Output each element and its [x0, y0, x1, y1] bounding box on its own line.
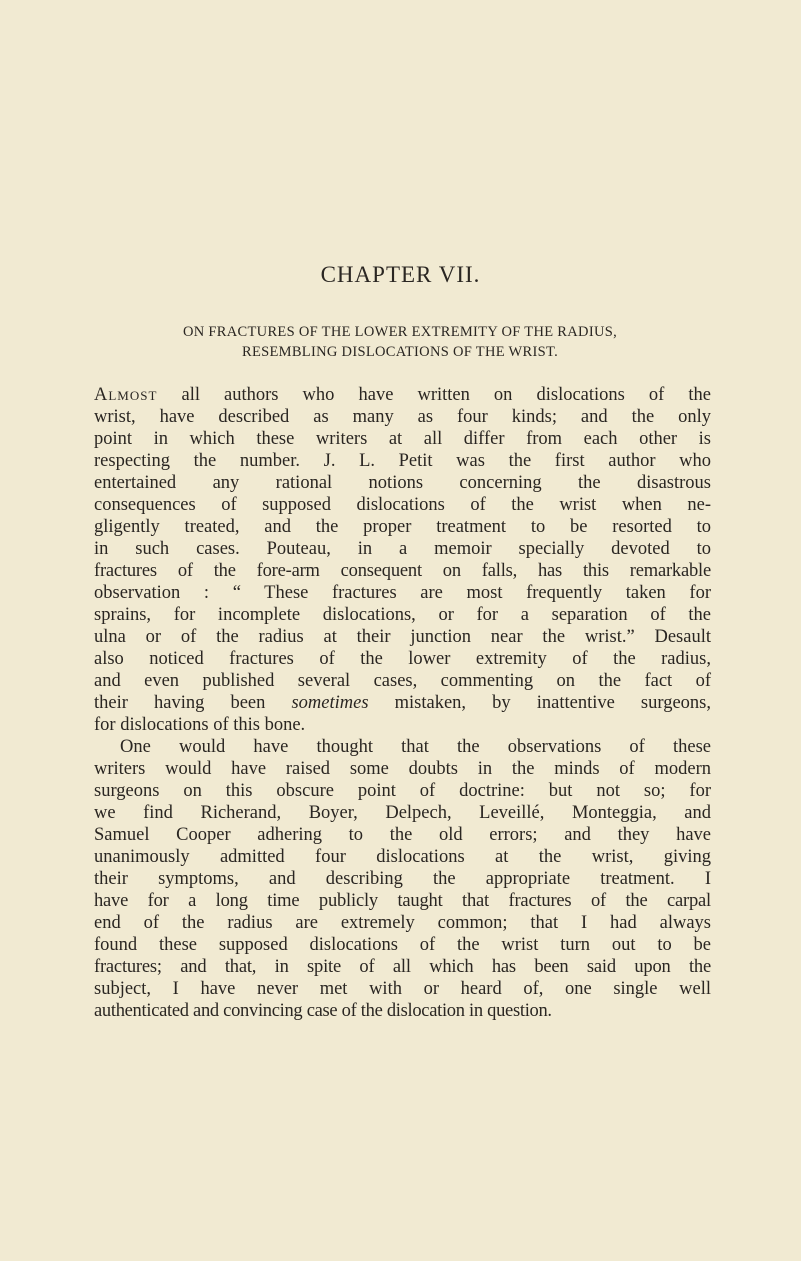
text-line: point in which these writers at all differ from each other is: [94, 429, 711, 449]
text-line: surgeons on this obscure point of doctrine: but not so; for: [94, 781, 711, 801]
text-line: also noticed fractures of the lower extremity of the radius,: [94, 649, 711, 669]
text-line: in such cases. Pouteau, in a memoir specially devoted to: [94, 539, 711, 559]
text-line: observation : “ These fractures are most frequently taken for: [94, 583, 711, 603]
subtitle-line-2: RESEMBLING DISLOCATIONS OF THE WRIST.: [241, 344, 559, 360]
text-line: Almost all authors who have written on dislocations of the: [94, 385, 711, 405]
text-line: their having been sometimes mistaken, by inattentive surgeons,: [94, 693, 711, 713]
text-line: subject, I have never met with or heard of, one single well: [94, 979, 711, 999]
text-line: consequences of supposed dislocations of the wrist when ne-: [94, 495, 711, 515]
text-line: their symptoms, and describing the appropriate treatment. I: [94, 869, 711, 889]
text-line: wrist, have described as many as four kinds; and the only: [94, 407, 711, 427]
text-line: end of the radius are extremely common; that I had always: [94, 913, 711, 933]
text-line: writers would have raised some doubts in the minds of modern: [94, 759, 711, 779]
text-line: gligently treated, and the proper treatment to be resorted to: [94, 517, 711, 537]
emphasis-sometimes: sometimes: [291, 693, 369, 713]
text-line: Samuel Cooper adhering to the old errors; and they have: [94, 825, 711, 845]
opening-word: Almost: [94, 385, 158, 405]
text-line: fractures of the fore-arm consequent on falls, has this remarkable: [94, 561, 711, 581]
chapter-subtitle: [100, 322, 700, 362]
text-line: unanimously admitted four dislocations at the wrist, giving: [94, 847, 711, 867]
text-line: ulna or of the radius at their junction near the wrist.” Desault: [94, 627, 711, 647]
chapter-title: CHAPTER VII.: [320, 262, 481, 287]
text-line: fractures; and that, in spite of all which has been said upon the: [94, 957, 711, 977]
text-line: One would have thought that the observations of these: [120, 737, 711, 757]
subtitle-line-1: ON FRACTURES OF THE LOWER EXTREMITY OF THE RADIUS,: [182, 324, 618, 340]
text-line: found these supposed dislocations of the wrist turn out to be: [94, 935, 711, 955]
text-line: authenticated and convincing case of the dislocation in question.: [94, 1001, 552, 1021]
text-line: for dislocations of this bone.: [94, 715, 306, 735]
text-line: entertained any rational notions concerning the disastrous: [94, 473, 711, 493]
text-line: we find Richerand, Boyer, Delpech, Leveillé, Monteggia, and: [94, 803, 711, 823]
text-line: respecting the number. J. L. Petit was the first author who: [94, 451, 711, 471]
text-line: and even published several cases, commenting on the fact of: [94, 671, 711, 691]
text-line: have for a long time publicly taught that fractures of the carpal: [94, 891, 711, 911]
text-line: sprains, for incomplete dislocations, or for a separation of the: [94, 605, 711, 625]
